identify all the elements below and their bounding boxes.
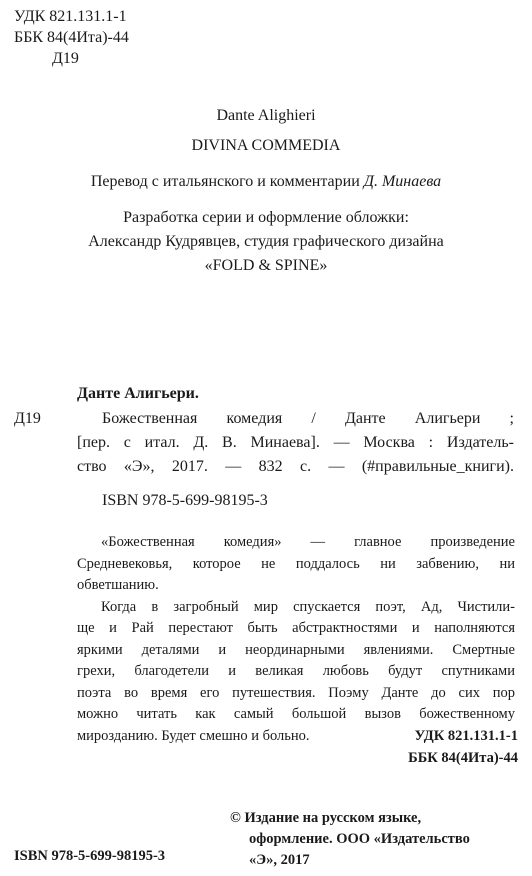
bottom-udk-code: УДК 821.131.1-1 — [414, 728, 518, 744]
annotation-line: поэта во время его путешествия. Поэму Данте до сих пор — [77, 684, 515, 701]
bottom-bbk-code: ББК 84(4Ита)-44 — [408, 750, 518, 766]
catalog-line: [пер. с итал. Д. В. Минаева]. — Москва : Издатель- — [77, 434, 514, 451]
catalog-isbn: ISBN 978-5-699-98195-3 — [102, 492, 268, 509]
annotation-line: обветшанию. — [77, 577, 159, 593]
original-author: Dante Alighieri — [216, 107, 316, 124]
annotation-line: можно читать как самый большой вызов божественному — [77, 706, 515, 722]
series-design-line3: «FOLD & SPINE» — [204, 257, 328, 274]
annotation-line: грехи, благодетели и великая любовь будут спутниками — [77, 663, 515, 679]
bbk-code: ББК 84(4Ита)-44 — [14, 29, 129, 46]
catalog-author-heading: Данте Алигьери. — [77, 385, 199, 402]
catalog-mark: Д19 — [14, 410, 41, 427]
annotation-line: яркими деталями и неординарными явлениями. Смертные — [77, 641, 515, 658]
catalog-line: ство «Э», 2017. — 832 с. — (#правильные_книги). — [77, 458, 514, 475]
annotation-line: Когда в загробный мир спускается поэт, Ад, Чистили- — [101, 598, 515, 615]
annotation — [77, 532, 515, 747]
annotation-line: «Божественная комедия» — главное произведение — [101, 534, 515, 550]
copyright-line: оформление. ООО «Издательство — [249, 831, 470, 847]
annotation-line: ще и Рай перестают быть абстрактностями и наполняются — [77, 620, 515, 636]
copyright-notice — [230, 808, 470, 871]
catalog-line: Божественная комедия / Данте Алигьери ; — [102, 410, 514, 427]
original-title: DIVINA COMMEDIA — [191, 137, 341, 154]
catalog-description — [102, 407, 514, 431]
udk-code: УДК 821.131.1-1 — [14, 8, 127, 25]
copyright-line: © Издание на русском языке, — [230, 810, 422, 826]
translation-prefix: Перевод с итальянского и комментарии — [90, 173, 364, 190]
catalog-description-cont — [77, 431, 514, 479]
translator-name: Д. Минаева — [363, 173, 442, 190]
bottom-codes — [408, 725, 518, 769]
annotation-line: мирозданию. Будет смешно и больно. — [77, 727, 310, 744]
footer-isbn: ISBN 978-5-699-98195-3 — [14, 848, 166, 864]
author-mark: Д19 — [52, 50, 79, 67]
series-design-line1: Разработка серии и оформление обложки: — [123, 209, 409, 226]
translation-credit — [0, 173, 532, 191]
top-codes — [14, 6, 129, 69]
series-design-line2: Александр Кудрявцев, студия графического дизайна — [88, 233, 444, 250]
annotation-line: Средневековья, которое не поддалось ни забвению, ни — [77, 555, 515, 572]
copyright-line: «Э», 2017 — [249, 852, 310, 868]
